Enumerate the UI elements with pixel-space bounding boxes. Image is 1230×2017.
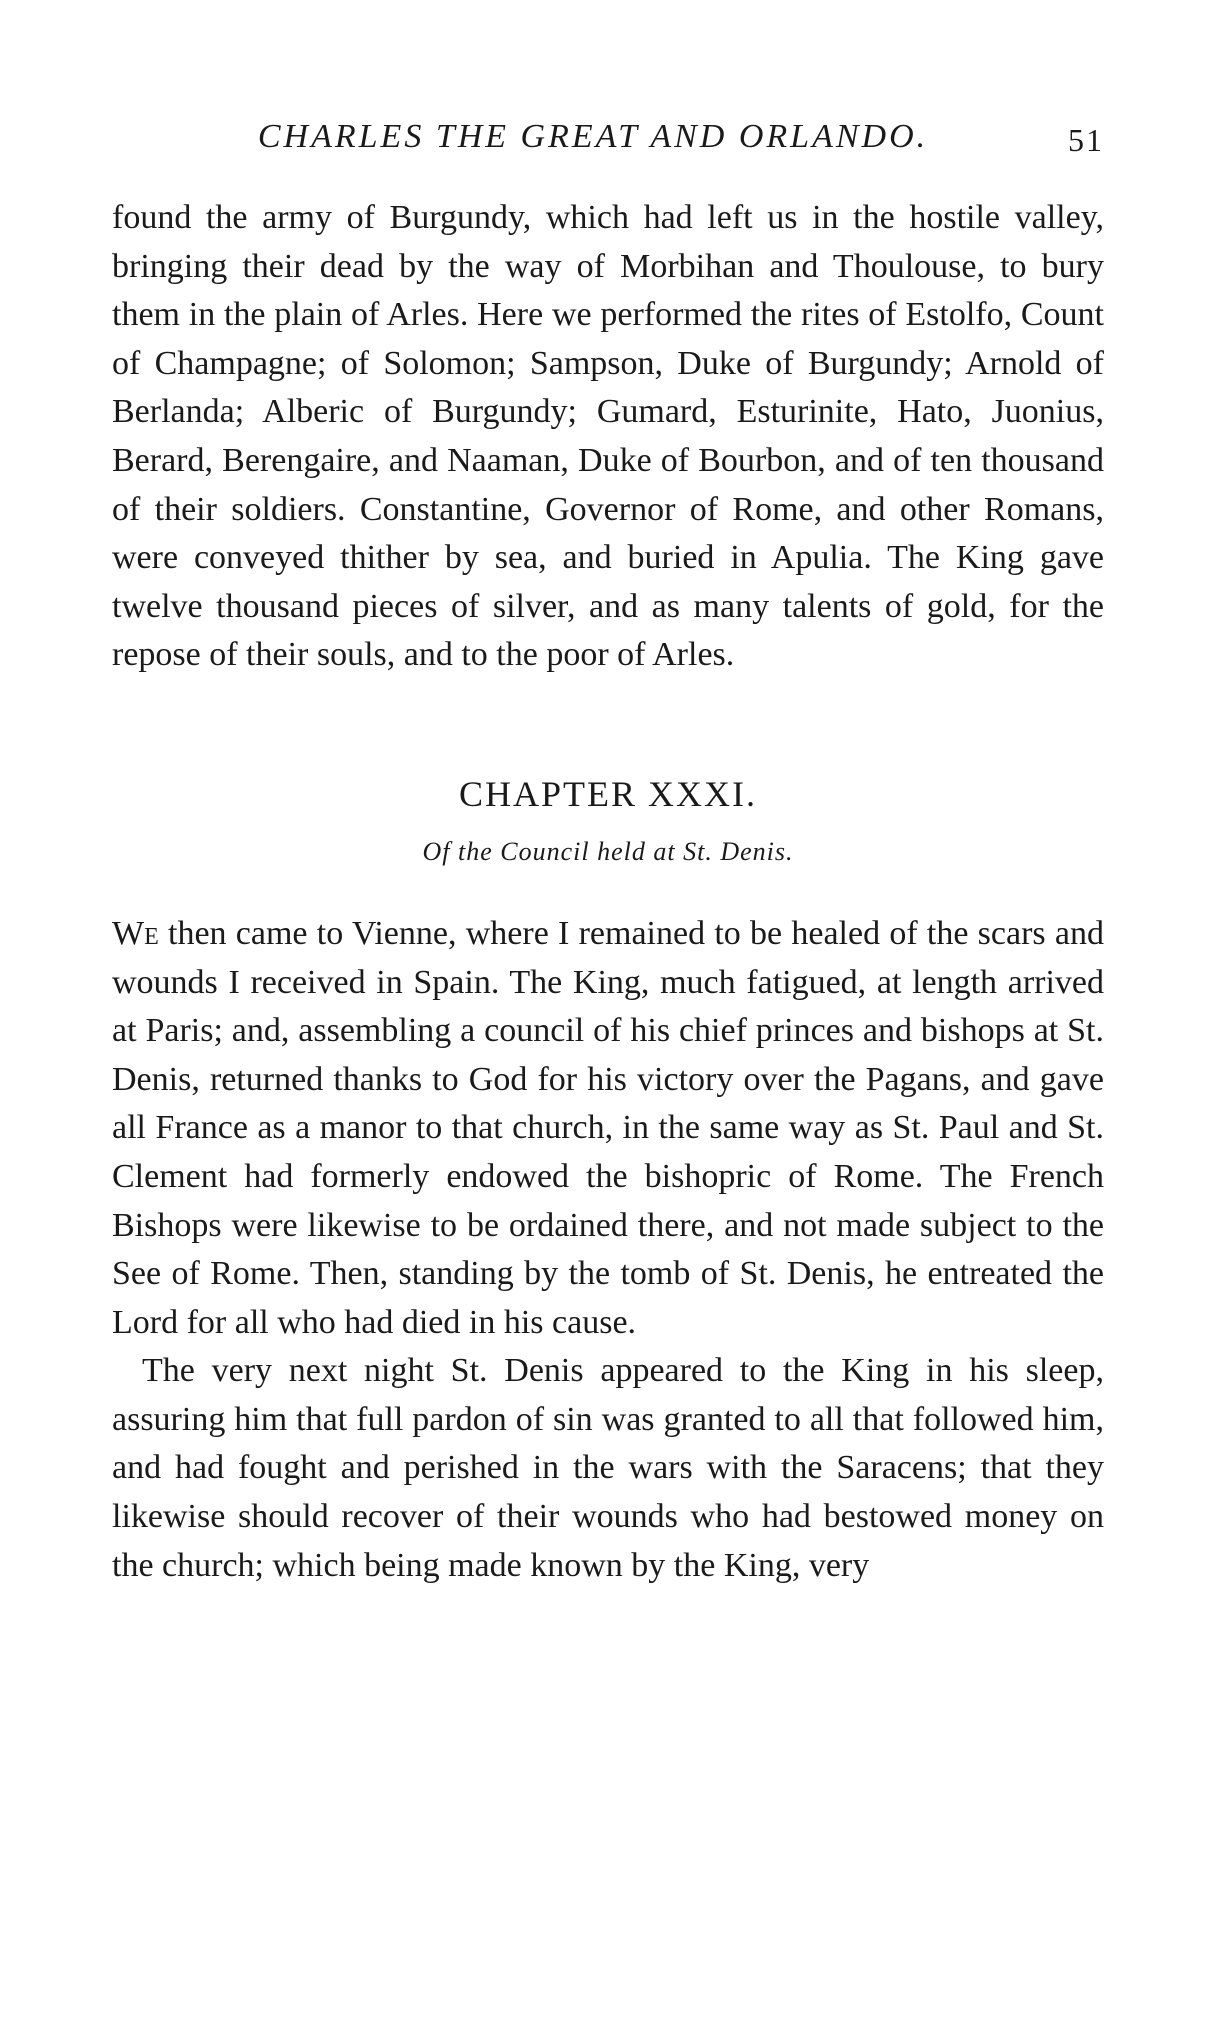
book-page (112, 118, 1104, 1590)
chapter-heading: CHAPTER XXXI. (458, 773, 757, 814)
chapter-second-paragraph: The very next night St. Denis appeared to the King in his sleep, assuring him that full pardon of sin was granted to all that followed him, and had fought and perished in the wars with the Saracens; that they likewise should recover of their wounds who had bestowed money on the church; which being made known by the King, very (112, 1352, 1104, 1584)
running-head (112, 118, 1104, 162)
continued-paragraph: found the army of Burgundy, which had left us in the hostile valley, bringing their dead by the way of Morbihan and Thoulouse, to bury them in the plain of Arles. Here we performed the rites of Estolfo, Count of Champagne; of Solomon; Sampson, Duke of Burgundy; Arnold of Berlanda; Alberic of Burgundy; Gumard, Esturinite, Hato, Juonius, Berard, Berengaire, and Naaman, Duke of Bourbon, and of ten thousand of their soldiers. Constantine, Governor of Rome, and other Romans, were conveyed thither by sea, and buried in Apulia. The King gave twelve thousand pieces of silver, and as many talents of gold, for the repose of their souls, and to the poor of Arles. (112, 199, 1104, 674)
running-head-title: CHARLES THE GREAT AND ORLANDO. (257, 118, 929, 155)
page-number: 51 (1068, 122, 1104, 158)
chapter-opening-word: We (112, 914, 159, 952)
chapter-first-paragraph-text: then came to Vienne, where I remained to be healed of the scars and wounds I received in Spain. The King, much fatigued, at length arrived at Paris; and, assembling a council of his chief princes and bishops at St. Denis, returned thanks to God for his victory over the Pagans, and gave all France as a manor to that church, in the same way as St. Paul and St. Clement had formerly endowed the bishopric of Rome. The French Bishops were likewise to be ordained there, and not made subject to the See of Rome. Then, standing by the tomb of St. Denis, he entreated the Lord for all who had died in his cause. (112, 914, 1104, 1341)
chapter-subtitle: Of the Council held at St. Denis. (422, 836, 794, 866)
chapter-first-paragraph (112, 910, 1104, 1347)
